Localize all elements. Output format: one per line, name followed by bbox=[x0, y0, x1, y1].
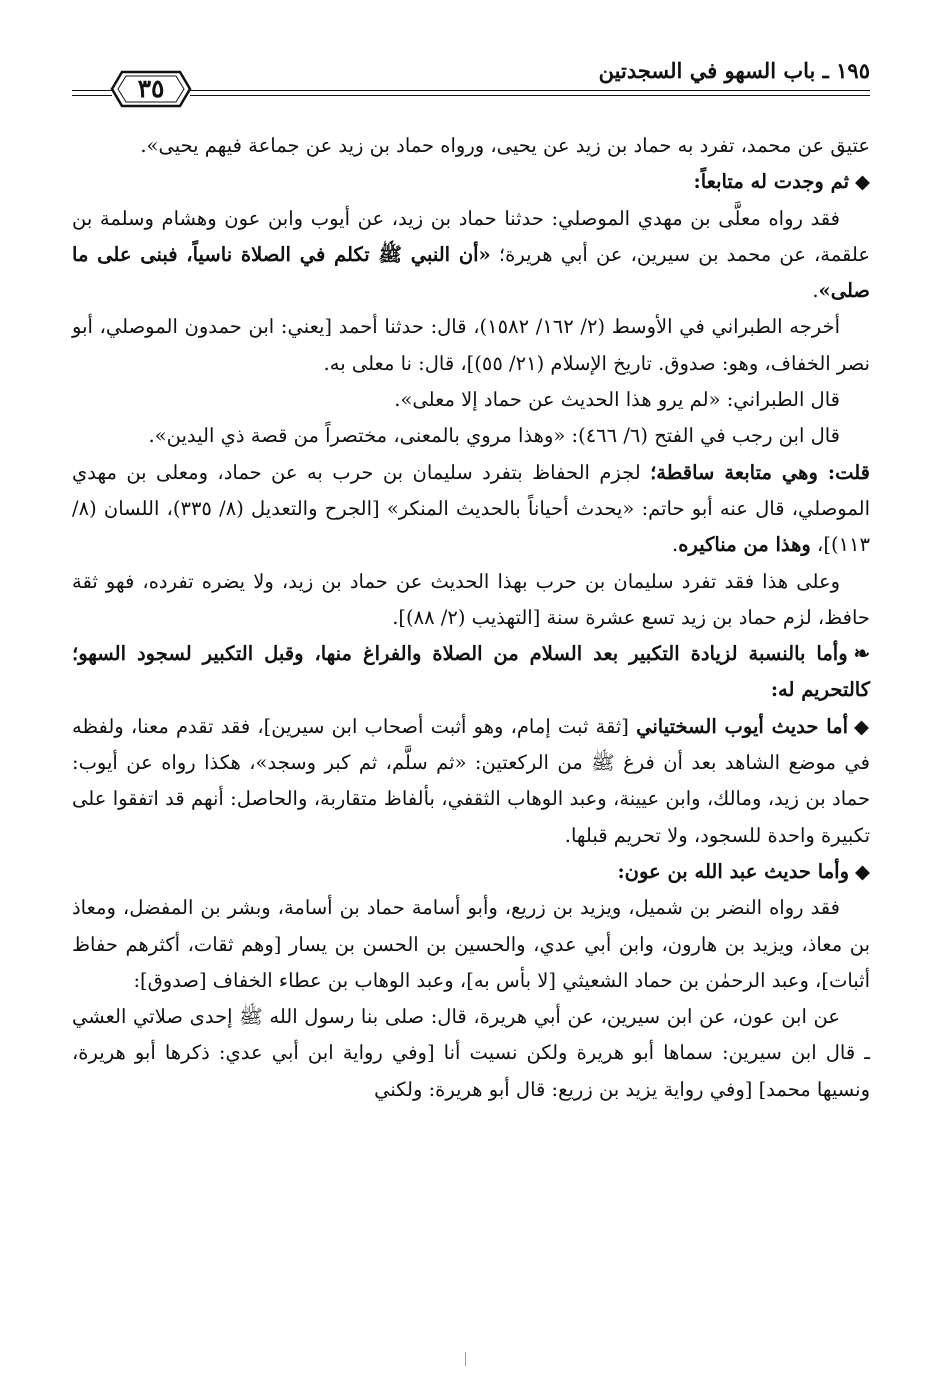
paragraph bbox=[72, 201, 870, 310]
paragraph bbox=[72, 455, 870, 564]
page-number-frame bbox=[110, 68, 192, 110]
bold-text: أما حديث أيوب السختياني bbox=[636, 714, 849, 738]
text-run: . bbox=[672, 533, 679, 557]
text-run: عتيق عن محمد، تفرد به حماد بن زيد عن يحيى، ورواه حماد بن زيد عن جماعة فيهم يحيى». bbox=[140, 134, 870, 157]
paragraph bbox=[72, 418, 870, 454]
text-run: فقد رواه النضر بن شميل، ويزيد بن زريع، وأبو أسامة حماد بن أسامة، وبشر بن المفضل، ومعاذ بن معاذ، ويزيد بن هارون، وابن أبي عدي، والحسين بن الحسن بن يسار [وهم ثقات، أكثرهم حفاظ أثبات]، وعبد الرحمٰن بن حماد الشعيثي [لا بأس به]، وعبد الوهاب بن عطاء الخفاف [صدوق]: bbox=[72, 896, 870, 992]
page-header bbox=[72, 52, 870, 108]
bold-text: قلت: وهي متابعة ساقطة؛ bbox=[650, 460, 870, 484]
text-run: [ثقة ثبت إمام، وهو أثبت أصحاب ابن سيرين]، فقد تقدم معنا، ولفظه في موضع الشاهد بعد أن فرغ ﷺ من الركعتين: «ثم سلَّم، ثم كبر وسجد»، هكذا رواه عن أيوب: حماد بن زيد، ومالك، وابن عيينة، وعبد الوهاب الثقفي، بألفاظ متقاربة، والحاصل: أنهم قد اتفقوا على تكبيرة واحدة للسجود، ولا تحريم قبلها. bbox=[72, 714, 870, 847]
text-run: فقد رواه معلَّى بن مهدي الموصلي: حدثنا حماد بن زيد، عن أيوب وابن عون وهشام وسلمة بن علقمة، عن محمد بن سيرين، عن أبي هريرة؛ bbox=[72, 206, 870, 266]
paragraph bbox=[72, 854, 870, 890]
paragraph bbox=[72, 164, 870, 200]
page-number: ٣٥ bbox=[137, 74, 165, 103]
section-marker-icon: ◆ bbox=[854, 714, 871, 738]
paragraph bbox=[72, 999, 870, 1108]
header-rule-left bbox=[72, 90, 112, 96]
section-marker-icon: ◆ bbox=[855, 859, 870, 883]
paragraph bbox=[72, 890, 870, 999]
page-footer-mark bbox=[465, 1352, 466, 1366]
bold-text: وهذا من مناكيره bbox=[678, 533, 811, 557]
bold-text: وأما حديث عبد الله بن عون: bbox=[617, 859, 849, 883]
text-run: لجزم الحفاظ بتفرد سليمان بن حرب به عن حماد، ومعلى بن مهدي الموصلي، قال عنه أبو حاتم: «يحدث أحياناً بالحديث المنكر» [الجرح والتعديل (٨/ ٣٣٥)، اللسان (٨/ ١١٣)]، bbox=[72, 460, 870, 557]
bold-text: ثم وجدت له متابعاً: bbox=[693, 170, 849, 194]
chapter-title: ١٩٥ ـ باب السهو في السجدتين bbox=[598, 58, 870, 83]
page-body bbox=[72, 128, 870, 1108]
section-marker-icon: ❧ bbox=[853, 642, 870, 666]
text-run: عن ابن عون، عن ابن سيرين، عن أبي هريرة، قال: صلى بنا رسول الله ﷺ إحدى صلاتي العشي ـ قال ابن سيرين: سماها أبو هريرة ولكن نسيت أنا [وفي رواية ابن أبي عدي: ذكرها أبو هريرة، ونسيها محمد] [وفي رواية يزيد بن زريع: قال أبو هريرة: ولكني bbox=[72, 1005, 870, 1101]
section-marker-icon: ◆ bbox=[855, 170, 870, 194]
text-run: أخرجه الطبراني في الأوسط (٢/ ١٦٢/ ١٥٨٢)، قال: حدثنا أحمد [يعني: ابن حمدون الموصلي، أبو نصر الخفاف، وهو: صدوق. تاريخ الإسلام (٢١/ ٥٥)]، قال: نا معلى به. bbox=[72, 315, 870, 375]
paragraph bbox=[72, 382, 870, 418]
text-run: قال الطبراني: «لم يرو هذا الحديث عن حماد إلا معلى». bbox=[394, 388, 840, 412]
text-run: قال ابن رجب في الفتح (٦/ ٤٦٦): «وهذا مروي بالمعنى، مختصراً من قصة ذي اليدين». bbox=[148, 424, 840, 448]
text-run: وعلى هذا فقد تفرد سليمان بن حرب بهذا الحديث عن حماد بن زيد، ولا يضره تفرده، فهو ثقة حافظ، لزم حماد بن زيد تسع عشرة سنة [التهذيب (٢/ ٨٨)]. bbox=[72, 569, 870, 629]
paragraph bbox=[72, 636, 870, 709]
paragraph bbox=[72, 709, 870, 854]
paragraph bbox=[72, 564, 870, 637]
bold-text: «أن النبي ﷺ تكلم في الصلاة ناسياً، فبنى على ما صلى» bbox=[72, 242, 870, 303]
paragraph bbox=[72, 128, 870, 164]
header-rule bbox=[190, 90, 870, 96]
text-run: . bbox=[812, 279, 819, 303]
paragraph bbox=[72, 309, 870, 382]
bold-text: وأما بالنسبة لزيادة التكبير بعد السلام من الصلاة والفراغ منها، وقبل التكبير لسجود السهو؛ كالتحريم له: bbox=[72, 642, 870, 702]
